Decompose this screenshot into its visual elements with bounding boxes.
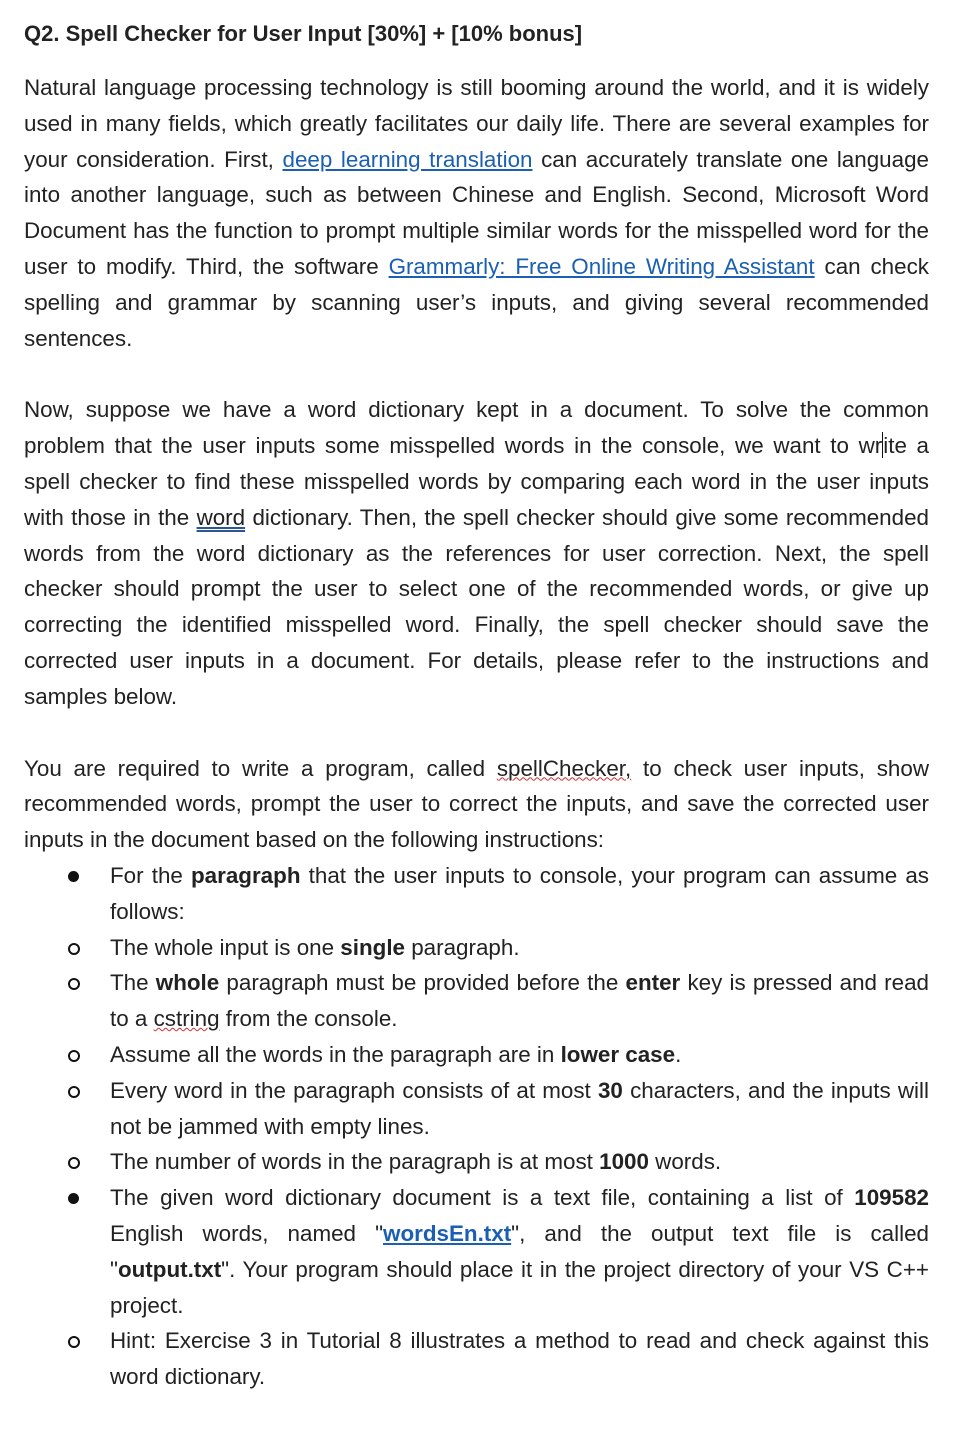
bullet-dot (68, 871, 79, 882)
paragraph-assumptions-list (24, 930, 929, 1181)
sub-bold: lower case (560, 1041, 676, 1067)
word-count: 109582 (854, 1185, 929, 1211)
list-item (24, 1323, 929, 1395)
question-heading: Q2. Spell Checker for User Input [30%] + [10% bonus] (24, 21, 583, 46)
intro-text-2: can accurately translate one language into another language, such as between Chinese and English. Second, Microsoft Word Document has the function to prompt multiple similar words for the misspelled word for the user to modify. Third, the software (24, 146, 929, 279)
circle-bullet (68, 978, 80, 990)
list-item (24, 858, 929, 1180)
sub-text: paragraph must be provided before the (226, 970, 619, 996)
bullet2-text-1: The given word dictionary document is a text file, containing a list of (110, 1185, 843, 1211)
problem-text-1: Now, suppose we have a word dictionary kept in a document. To solve the common problem that the user inputs some misspelled words in the console, we want to wr (24, 397, 929, 459)
output-file-name: output.txt (117, 1256, 222, 1282)
bullet2-text-2: English words, named " (110, 1220, 384, 1246)
word-double-underline: word (196, 504, 246, 530)
sub-bold: 30 (597, 1077, 623, 1103)
bullet1-bold-paragraph: paragraph (191, 862, 301, 888)
bullet1-text-1: For the (110, 862, 183, 888)
sub-bold: enter (625, 970, 681, 996)
hint-list (24, 1323, 929, 1395)
list-item (24, 1180, 929, 1395)
wordsen-file-link[interactable]: wordsEn.txt (383, 1220, 512, 1246)
sub-text: paragraph. (411, 934, 520, 960)
sub-text: words. (655, 1149, 722, 1175)
list-item (24, 1144, 929, 1180)
requirement-text-1: You are required to write a program, called (24, 755, 486, 781)
problem-paragraph (24, 392, 929, 714)
intro-text-1: Natural language processing technology is still booming around the world, and it is widely used in many fields, which greatly facilitates our daily life. There are several examples for your consideration. First, (24, 75, 929, 172)
hint-text: Hint: Exercise 3 in Tutorial 8 illustrates a method to read and check against this word dictionary. (110, 1328, 929, 1390)
circle-bullet (68, 943, 80, 955)
grammarly-link[interactable]: Grammarly: Free Online Writing Assistant (388, 253, 815, 279)
circle-bullet (68, 1050, 80, 1062)
sub-text: The number of words in the paragraph is at most (110, 1149, 593, 1175)
sub-text: key is pressed and read to a (110, 970, 929, 1032)
instruction-list (24, 858, 929, 1395)
list-item (24, 1073, 929, 1145)
sub-text: The whole input is one (110, 934, 335, 960)
bullet1-text-2: that the user inputs to console, your program can assume as follows: (110, 862, 929, 924)
sub-text: Assume all the words in the paragraph are in (110, 1041, 555, 1067)
circle-bullet (68, 1086, 80, 1098)
sub-text: The (110, 970, 149, 996)
circle-bullet (68, 1336, 80, 1348)
intro-text-3: can check spelling and grammar by scanning user’s inputs, and giving several recommended sentences. (24, 253, 929, 351)
bullet2-text-3: ", and the output text file is called " (110, 1220, 929, 1282)
problem-text-1b: ite a spell checker to find these misspelled words by comparing each word in the user inputs with those in the (24, 433, 930, 530)
sub-text: from the console. (225, 1006, 398, 1032)
sub-bold: 1000 (599, 1149, 649, 1175)
intro-paragraph (24, 70, 929, 356)
list-item (24, 930, 929, 966)
circle-bullet (68, 1157, 80, 1169)
sub-text: Every word in the paragraph consists of at most (110, 1077, 591, 1103)
spellchecker-name: spellChecker, (496, 755, 632, 781)
list-item (24, 1037, 929, 1073)
requirement-text-2: to check user inputs, show recommended words, prompt the user to correct the inputs, and save the corrected user inputs in the document based on the following instructions: (24, 755, 929, 853)
bullet2-text-4: ". Your program should place it in the project directory of your VS C++ project. (110, 1256, 929, 1318)
problem-text-2: dictionary. Then, the spell checker should give some recommended words from the word dictionary as the references for user correction. Next, the spell checker should prompt the user to select one of the recommended words, or give up correcting the identified misspelled word. Finally, the spell checker should save the corrected user inputs in a document. For details, please refer to the instructions and samples below. (24, 504, 929, 709)
sub-text: . (675, 1041, 682, 1067)
deep-learning-translation-link[interactable]: deep learning translation (282, 146, 533, 172)
bullet-dot (68, 1193, 79, 1204)
sub-text: characters, and the inputs will not be jammed with empty lines. (110, 1077, 929, 1139)
sub-bold: whole (155, 970, 220, 996)
cstring-word: cstring (153, 1006, 220, 1032)
list-item (24, 965, 929, 1037)
sub-bold: single (340, 934, 405, 960)
requirement-paragraph (24, 751, 929, 858)
